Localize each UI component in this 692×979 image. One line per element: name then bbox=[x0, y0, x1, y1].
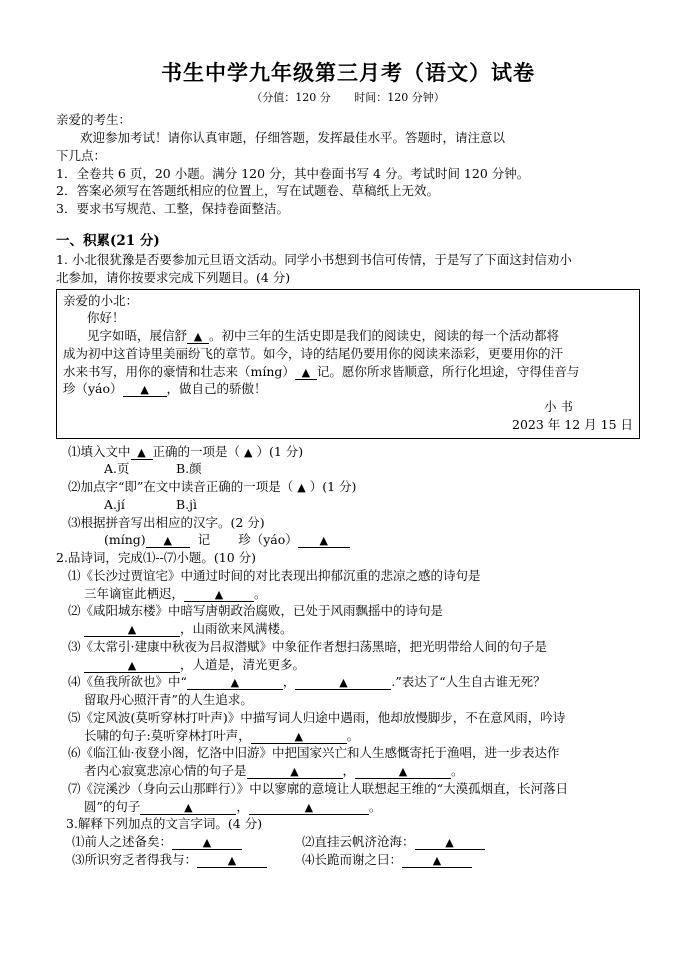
answer-blank[interactable]: ▲ bbox=[298, 535, 350, 548]
options bbox=[56, 496, 640, 514]
question-2-5: ⑸《定风波(莫听穿林打叶声)》中描写词人归途中遇雨，他却放慢脚步，不在意风雨，吟诗 长啸的句子:莫听穿林打叶声， ▲ 。 bbox=[68, 709, 566, 743]
letter-line: 珍（yáo） ▲ ，做自己的骄傲！ bbox=[63, 381, 267, 397]
letter-line: 水来书写，用你的豪情和壮志来（míng） ▲ 记。愿你所求皆顺意，所行化坦途，守得佳音与 bbox=[63, 363, 580, 379]
answer-blank[interactable]: ▲ bbox=[84, 624, 180, 637]
letter-line: 见字如晤，展信舒 ▲ 。初中三年的生活史即是我们的阅读史，阅读的每一个活动都将 bbox=[87, 328, 560, 344]
letter-hello: 你好！ bbox=[87, 310, 125, 326]
question-2-7: ⑺《浣溪沙（身向云山那畔行）》中以寥廓的意境让人联想起王维的“大漠孤烟直，长河落日 圆”的句子 ▲ ， ▲ 。 bbox=[68, 780, 569, 814]
answer-blank[interactable]: ▲ bbox=[295, 367, 317, 380]
answer-blank: ▲ bbox=[131, 447, 153, 460]
exam-page bbox=[56, 58, 640, 869]
time-info: 时间：120 分钟） bbox=[354, 90, 445, 104]
answer-blank[interactable]: ▲ bbox=[187, 677, 283, 690]
answer-blank[interactable]: ▲ bbox=[187, 331, 209, 344]
question-1-2: ⑵加点字“即”在文中读音正确的一项是（ ▲ ）(1 分) bbox=[68, 479, 357, 495]
answer-blank[interactable]: ▲ bbox=[355, 766, 451, 779]
rule-item: 3．要求书写规范、工整，保持卷面整洁。 bbox=[56, 201, 289, 217]
question-2-1: ⑴《长沙过贾谊宅》中通过时间的对比表现出抑郁沉重的悲凉之感的诗句是 三年谪宦此栖迟， ▲ 。 bbox=[68, 567, 481, 601]
intro-line: 欢迎参加考试！请你认真审题，仔细答题，发挥最佳水平。答题时，请注意以 bbox=[80, 130, 506, 146]
question-2-6: ⑹《临江仙·夜登小阁，忆洛中旧游》中把国家兴亡和人生感慨寄托于渔唱，进一步表达作 者内心寂寞悲凉心情的句子是 ▲ ， ▲ 。 bbox=[68, 745, 560, 779]
greeting: 亲爱的考生： bbox=[56, 112, 132, 128]
answer-blank[interactable]: ▲ bbox=[197, 855, 267, 868]
answer-blank[interactable]: ▲ bbox=[146, 535, 190, 548]
answer-blank[interactable]: ▲ bbox=[249, 802, 369, 815]
question-1-1: ⑴填入文中 ▲ 正确的一项是（ ▲ ）(1 分) bbox=[68, 443, 304, 459]
question-1-stem: 1. 小北很犹豫是否要参加元旦语文活动。同学小书想到书信可传情，于是写了下面这封信劝小 bbox=[56, 252, 572, 268]
question-1-3: ⑶根据拼音写出相应的汉字。(2 分) bbox=[68, 514, 265, 530]
exam-info bbox=[56, 90, 640, 106]
question-3-row: ⑴前人之述备矣： ▲ ⑵直挂云帆济沧海： ▲ bbox=[56, 833, 640, 851]
score-info: （分值：120 分 bbox=[251, 90, 331, 104]
answer-blank[interactable]: ▲ bbox=[172, 837, 242, 850]
option-a[interactable]: A.页 bbox=[104, 461, 130, 477]
option-a[interactable]: A.jí bbox=[104, 496, 125, 512]
answer-blank[interactable]: ▲ bbox=[184, 589, 254, 602]
question-2-2: ⑵《咸阳城东楼》中暗写唐朝政治腐败，已处于风雨飘摇中的诗句是 ▲ ，山雨欲来风满楼。 bbox=[68, 603, 444, 637]
letter-date: 2023 年 12 月 15 日 bbox=[512, 416, 633, 432]
answer-blank[interactable]: ▲ bbox=[84, 660, 180, 673]
letter-signature: 小 书 bbox=[544, 399, 573, 415]
letter-salutation: 亲爱的小北： bbox=[63, 292, 139, 308]
question-2-stem: 2.品诗词，完成⑴--⑺小题。(10 分) bbox=[56, 550, 257, 566]
letter-box bbox=[56, 289, 640, 439]
answer-blank[interactable]: ▲ bbox=[251, 731, 347, 744]
intro-line: 下几点： bbox=[56, 147, 107, 163]
option-b[interactable]: B.颜 bbox=[176, 461, 202, 477]
question-3-stem: 3.解释下列加点的文言字词。(4 分) bbox=[66, 816, 263, 832]
option-b[interactable]: B.jì bbox=[176, 496, 198, 512]
letter-line: 成为初中这首诗里美丽纷飞的章节。如今，诗的结尾仍要用你的阅读来添彩，更要用你的汗 bbox=[63, 345, 564, 361]
page-title: 书生中学九年级第三月考（语文）试卷 bbox=[161, 60, 535, 85]
question-1-stem: 北参加，请你按要求完成下列题目。(4 分) bbox=[56, 269, 291, 285]
answer-blank[interactable]: ▲ bbox=[295, 677, 391, 690]
rule-item: 1．全卷共 6 页，20 小题。满分 120 分，其中卷面书写 4 分。考试时间 120 分钟。 bbox=[56, 165, 530, 181]
answer-blank[interactable]: ▲ bbox=[247, 766, 343, 779]
answer-blank[interactable]: ▲ bbox=[415, 837, 485, 850]
question-2-4: ⑷《鱼我所欲也》中“ ▲ ， ▲ .”表达了“人生自古谁无死？ 留取丹心照汗青”的人生追求。 bbox=[68, 674, 546, 708]
options bbox=[56, 460, 640, 478]
question-3-row: ⑶所识穷乏者得我与： ▲ ⑷长跪而谢之曰： ▲ bbox=[56, 851, 640, 869]
section-heading: 一、积累(21 分) bbox=[56, 232, 160, 249]
answer-blank[interactable]: ▲ bbox=[123, 384, 167, 397]
rule-item: 2．答案必须写在答题纸相应的位置上，写在试题卷、草稿纸上无效。 bbox=[56, 183, 439, 199]
answer-blank[interactable]: ▲ bbox=[140, 802, 236, 815]
question-2-3: ⑶《太常引·建康中秋夜为吕叔潜赋》中象征作者想扫荡黑暗，把光明带给人间的句子是 ▲ ，人道是，清光更多。 bbox=[68, 638, 547, 672]
question-1-3-blanks: (míng) ▲ 记 珍（yáo） ▲ bbox=[56, 531, 640, 549]
answer-blank[interactable]: ▲ bbox=[402, 855, 472, 868]
